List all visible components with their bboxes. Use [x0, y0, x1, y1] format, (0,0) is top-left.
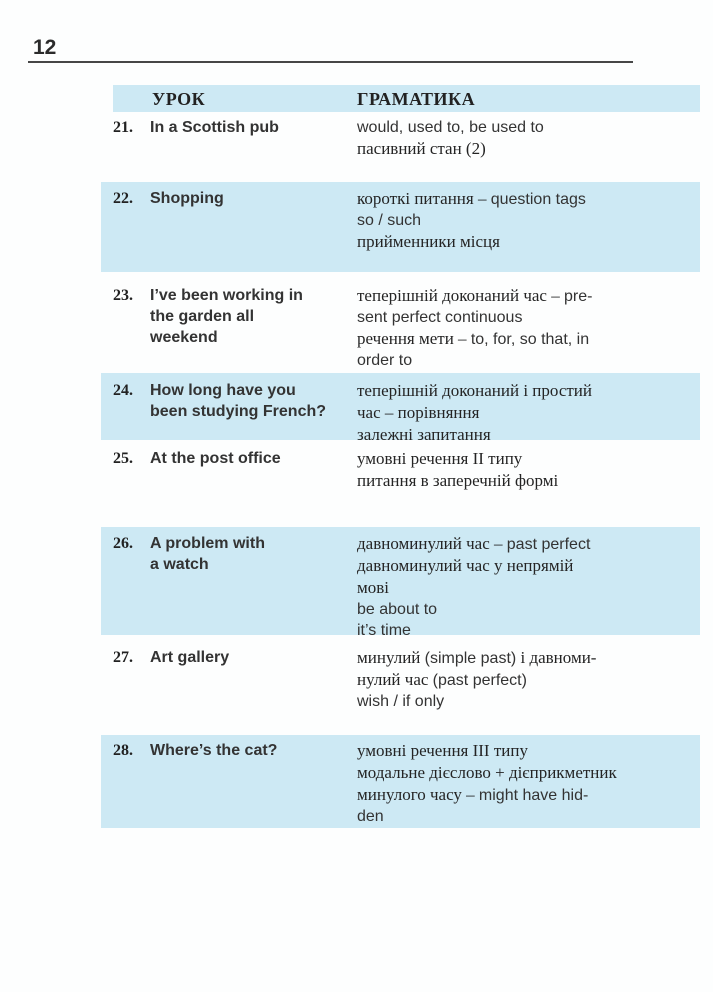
grammar-segment: час – порівняння — [357, 403, 480, 422]
table-row — [101, 735, 700, 828]
grammar-line — [357, 740, 700, 762]
grammar-line — [357, 380, 700, 402]
lesson-number: 24. — [113, 382, 133, 399]
grammar-line — [357, 117, 700, 138]
grammar-notes — [357, 740, 700, 827]
grammar-segment: question tags — [490, 191, 586, 208]
grammar-segment: pre- — [563, 288, 593, 305]
grammar-segment: order to — [357, 352, 413, 369]
grammar-segment: давноминулий час – — [357, 534, 507, 553]
grammar-segment: речення мети – — [357, 329, 471, 348]
lesson-number: 27. — [113, 649, 133, 666]
table-header — [113, 85, 700, 112]
lesson-title-line: Art gallery — [150, 649, 230, 666]
table-row — [101, 182, 700, 272]
grammar-notes — [357, 380, 700, 446]
grammar-line — [357, 470, 700, 492]
lesson-title-line: been studying French? — [150, 403, 327, 420]
grammar-segment: минулого часу – — [357, 785, 479, 804]
lesson-title-line: How long have you — [150, 382, 296, 399]
grammar-segment: короткі питання – — [357, 189, 491, 208]
grammar-notes — [357, 533, 700, 641]
table-row — [101, 373, 700, 444]
grammar-segment: нулий час — [357, 670, 433, 689]
grammar-segment: умовні речення III типу — [357, 741, 528, 760]
grammar-line — [357, 285, 700, 307]
lesson-title-line: Shopping — [150, 190, 224, 207]
grammar-segment: (simple past) — [424, 650, 517, 667]
grammar-notes — [357, 647, 700, 712]
grammar-line — [357, 620, 700, 641]
lesson-title — [150, 533, 357, 575]
grammar-line — [357, 762, 700, 784]
grammar-line — [357, 533, 700, 555]
grammar-segment: (past perfect) — [432, 672, 527, 689]
table-row — [101, 112, 700, 182]
lesson-number: 26. — [113, 535, 133, 552]
grammar-segment: den — [357, 808, 384, 825]
grammar-segment: be about to — [357, 601, 438, 618]
grammar-line — [357, 577, 700, 599]
grammar-segment: past perfect — [506, 536, 591, 553]
lesson-title — [150, 188, 357, 209]
grammar-line — [357, 328, 700, 350]
lesson-title-line: In a Scottish pub — [150, 119, 279, 136]
contents-table — [101, 85, 700, 828]
lesson-title — [150, 448, 357, 469]
grammar-notes — [357, 448, 700, 492]
lesson-title-line: Where’s the cat? — [150, 742, 278, 759]
grammar-line — [357, 806, 700, 827]
header-rule — [28, 61, 633, 63]
grammar-segment: залежні запитання — [357, 425, 491, 444]
grammar-line — [357, 210, 700, 231]
grammar-segment: sent perfect continuous — [357, 309, 523, 326]
page-number: 12 — [33, 36, 57, 59]
grammar-line — [357, 307, 700, 328]
grammar-line — [357, 555, 700, 577]
lesson-title-line: a watch — [150, 556, 209, 573]
grammar-segment: і давноми- — [516, 648, 597, 667]
grammar-segment: мові — [357, 578, 390, 597]
table-row — [101, 527, 700, 639]
grammar-segment: would, used to, be used to — [357, 119, 544, 136]
grammar-segment: to, for, so that, in — [470, 331, 590, 348]
lesson-title-line: weekend — [150, 329, 218, 346]
lesson-title — [150, 380, 357, 422]
table-row — [101, 440, 700, 527]
lesson-title — [150, 117, 357, 138]
lesson-number: 22. — [113, 190, 133, 207]
grammar-line — [357, 599, 700, 620]
grammar-line — [357, 350, 700, 371]
header-lesson: УРОК — [152, 89, 206, 109]
grammar-notes — [357, 117, 700, 160]
header-grammar: ГРАМАТИКА — [357, 89, 476, 109]
grammar-segment: умовні речення II типу — [357, 449, 523, 468]
lesson-table-body — [101, 112, 700, 828]
grammar-segment: питання в заперечній формі — [357, 471, 559, 490]
grammar-segment: wish / if only — [357, 693, 445, 710]
grammar-segment: it’s time — [357, 622, 411, 639]
grammar-line — [357, 647, 700, 669]
grammar-segment: теперішній доконаний час – — [357, 286, 564, 305]
grammar-line — [357, 402, 700, 424]
lesson-number: 23. — [113, 287, 133, 304]
lesson-number: 21. — [113, 119, 133, 136]
grammar-segment: теперішній доконаний і простий — [357, 381, 592, 400]
grammar-line — [357, 188, 700, 210]
grammar-segment: so / such — [357, 212, 422, 229]
lesson-title-line: I’ve been working in — [150, 287, 303, 304]
grammar-segment: модальне дієслово + дієприкметник — [357, 763, 617, 782]
grammar-line — [357, 138, 700, 160]
grammar-line — [357, 691, 700, 712]
grammar-notes — [357, 188, 700, 253]
lesson-number: 28. — [113, 742, 133, 759]
grammar-segment: прийменники місця — [357, 232, 500, 251]
grammar-line — [357, 784, 700, 806]
grammar-segment: пасивний стан (2) — [357, 139, 486, 158]
lesson-title — [150, 740, 357, 761]
grammar-line — [357, 231, 700, 253]
lesson-title-line: A problem with — [150, 535, 265, 552]
lesson-number: 25. — [113, 450, 133, 467]
grammar-notes — [357, 285, 700, 371]
grammar-line — [357, 424, 700, 446]
lesson-title — [150, 285, 357, 348]
grammar-segment: минулий — [357, 648, 425, 667]
lesson-title-line: the garden all — [150, 308, 255, 325]
grammar-segment: might have hid- — [478, 787, 589, 804]
table-row — [101, 635, 700, 735]
grammar-line — [357, 669, 700, 691]
lesson-title — [150, 647, 357, 668]
table-row — [101, 272, 700, 373]
lesson-title-line: At the post office — [150, 450, 281, 467]
grammar-segment: давноминулий час у непрямій — [357, 556, 574, 575]
grammar-line — [357, 448, 700, 470]
